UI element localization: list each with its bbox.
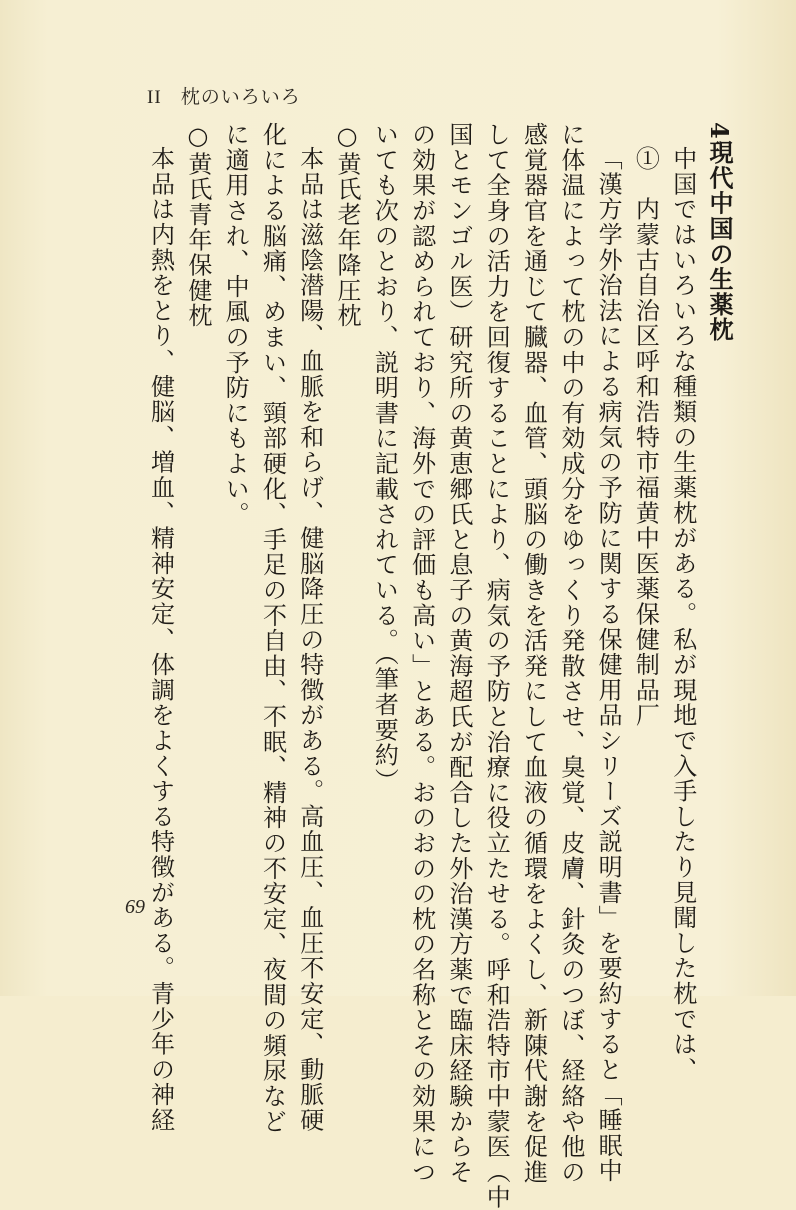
body-line: して全身の活力を回復することにより、病気の予防と治療に役立たせる。呼和浩特市中蒙医（中 xyxy=(482,122,511,1210)
section-title: 現代中国の生薬枕 xyxy=(705,140,734,343)
body-line: 本品は滋陰潜陽、血脈を和らげ、健脳降圧の特徴がある。高血圧、血圧不安定、動脈硬 xyxy=(295,146,324,1133)
product-heading: ○黄氏青年保健枕 xyxy=(183,122,212,329)
list-item-title: ① 内蒙古自治区呼和浩特市福黄中医薬保健制品厂 xyxy=(631,146,660,728)
section-heading xyxy=(701,122,738,922)
body-line: 中国ではいろいろな種類の生薬枕がある。私が現地で入手したり見聞した枕では、 xyxy=(668,146,697,1083)
running-header xyxy=(147,82,301,109)
product-heading: ○黄氏老年降圧枕 xyxy=(333,122,362,329)
body-line: 国とモンゴル医）研究所の黄恵郷氏と息子の黄海超氏が配合した外治漢方薬で臨床経験からそ xyxy=(444,122,473,1185)
vertical-text-body xyxy=(141,122,738,1210)
chapter-number: II xyxy=(147,87,162,108)
body-line: 本品は内熱をとり、健脳、増血、精神安定、体調をよくする特徴がある。青少年の神経 xyxy=(146,146,175,1133)
body-line: 感覚器官を通じて臓器、血管、頭脳の働きを活発にして血液の循環をよくし、新陳代謝を促進 xyxy=(519,122,548,1185)
section-number: 4 xyxy=(705,122,734,140)
body-line: に体温によって枕の中の有効成分をゆっくり発散させ、臭覚、皮膚、針灸のつぼ、経絡や他の xyxy=(556,122,585,1185)
page-number: 69 xyxy=(125,896,145,918)
body-line: の効果が認められており、海外での評価も高い」とある。おのおのの枕の名称とその効果につ xyxy=(407,122,436,1185)
body-line: 「漢方学外治法による病気の予防に関する保健用品シリーズ説明書」を要約すると「睡眠中 xyxy=(594,146,623,1184)
body-line: 化による脳痛、めまい、頸部硬化、手足の不自由、不眠、精神の不安定、夜間の頻尿など xyxy=(258,122,287,1134)
body-line: いても次のとおり、説明書に記載されている。（筆者要約） xyxy=(370,122,399,794)
body-line: に適用され、中風の予防にもよい。 xyxy=(221,122,250,527)
chapter-title: 枕のいろいろ xyxy=(180,86,301,108)
